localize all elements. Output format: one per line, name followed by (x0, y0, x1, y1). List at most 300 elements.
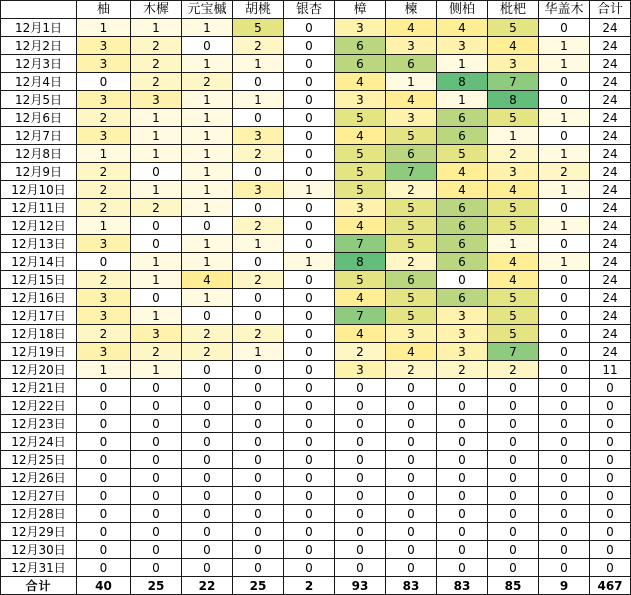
value-cell[interactable]: 0 (182, 433, 233, 451)
row-total-cell[interactable]: 0 (590, 379, 631, 397)
value-cell[interactable]: 1 (233, 55, 284, 73)
value-cell[interactable]: 7 (488, 73, 539, 91)
column-header[interactable]: 木樨 (131, 1, 182, 19)
value-cell[interactable]: 2 (77, 325, 131, 343)
date-label-cell[interactable]: 12月10日 (1, 181, 77, 199)
value-cell[interactable]: 0 (131, 451, 182, 469)
value-cell[interactable]: 0 (77, 541, 131, 559)
value-cell[interactable]: 0 (233, 379, 284, 397)
value-cell[interactable]: 5 (488, 199, 539, 217)
value-cell[interactable]: 6 (437, 253, 488, 271)
value-cell[interactable]: 0 (77, 253, 131, 271)
value-cell[interactable]: 0 (233, 163, 284, 181)
value-cell[interactable]: 0 (335, 469, 386, 487)
value-cell[interactable]: 0 (284, 343, 335, 361)
row-total-cell[interactable]: 24 (590, 217, 631, 235)
value-cell[interactable]: 2 (386, 181, 437, 199)
value-cell[interactable]: 1 (182, 199, 233, 217)
value-cell[interactable]: 0 (233, 109, 284, 127)
value-cell[interactable]: 0 (539, 235, 590, 253)
value-cell[interactable]: 1 (131, 127, 182, 145)
value-cell[interactable]: 3 (77, 289, 131, 307)
value-cell[interactable]: 0 (284, 361, 335, 379)
value-cell[interactable]: 1 (539, 55, 590, 73)
value-cell[interactable]: 0 (539, 451, 590, 469)
value-cell[interactable]: 1 (131, 307, 182, 325)
value-cell[interactable]: 0 (335, 415, 386, 433)
value-cell[interactable]: 0 (539, 307, 590, 325)
value-cell[interactable]: 1 (539, 145, 590, 163)
total-column-header[interactable]: 合计 (590, 1, 631, 19)
footer-total-cell[interactable]: 40 (77, 577, 131, 595)
date-label-cell[interactable]: 12月2日 (1, 37, 77, 55)
value-cell[interactable]: 0 (437, 433, 488, 451)
value-cell[interactable]: 2 (233, 271, 284, 289)
value-cell[interactable]: 0 (77, 469, 131, 487)
value-cell[interactable]: 2 (233, 37, 284, 55)
footer-total-cell[interactable]: 93 (335, 577, 386, 595)
value-cell[interactable]: 3 (335, 361, 386, 379)
value-cell[interactable]: 4 (335, 289, 386, 307)
value-cell[interactable]: 0 (437, 397, 488, 415)
value-cell[interactable]: 0 (131, 379, 182, 397)
value-cell[interactable]: 2 (77, 109, 131, 127)
value-cell[interactable]: 0 (284, 199, 335, 217)
value-cell[interactable]: 3 (335, 199, 386, 217)
value-cell[interactable]: 0 (335, 487, 386, 505)
value-cell[interactable]: 0 (335, 397, 386, 415)
value-cell[interactable]: 0 (284, 163, 335, 181)
row-total-cell[interactable]: 24 (590, 145, 631, 163)
footer-total-cell[interactable]: 83 (437, 577, 488, 595)
value-cell[interactable]: 7 (488, 343, 539, 361)
value-cell[interactable]: 8 (488, 91, 539, 109)
value-cell[interactable]: 3 (386, 325, 437, 343)
value-cell[interactable]: 1 (437, 91, 488, 109)
value-cell[interactable]: 3 (233, 127, 284, 145)
value-cell[interactable]: 0 (233, 253, 284, 271)
value-cell[interactable]: 1 (131, 19, 182, 37)
value-cell[interactable]: 1 (539, 217, 590, 235)
row-total-cell[interactable]: 11 (590, 361, 631, 379)
value-cell[interactable]: 5 (488, 109, 539, 127)
value-cell[interactable]: 1 (131, 271, 182, 289)
value-cell[interactable]: 5 (488, 289, 539, 307)
value-cell[interactable]: 6 (437, 127, 488, 145)
value-cell[interactable]: 2 (488, 361, 539, 379)
value-cell[interactable]: 0 (437, 505, 488, 523)
value-cell[interactable]: 0 (284, 415, 335, 433)
value-cell[interactable]: 0 (284, 73, 335, 91)
value-cell[interactable]: 0 (335, 379, 386, 397)
value-cell[interactable]: 4 (335, 217, 386, 235)
value-cell[interactable]: 0 (284, 271, 335, 289)
value-cell[interactable]: 1 (233, 235, 284, 253)
value-cell[interactable]: 1 (182, 163, 233, 181)
value-cell[interactable]: 1 (131, 361, 182, 379)
value-cell[interactable]: 5 (488, 217, 539, 235)
value-cell[interactable]: 0 (284, 55, 335, 73)
value-cell[interactable]: 0 (284, 235, 335, 253)
value-cell[interactable]: 0 (284, 397, 335, 415)
value-cell[interactable]: 3 (437, 343, 488, 361)
value-cell[interactable]: 2 (131, 55, 182, 73)
value-cell[interactable]: 0 (77, 397, 131, 415)
value-cell[interactable]: 0 (284, 109, 335, 127)
value-cell[interactable]: 3 (233, 181, 284, 199)
value-cell[interactable]: 0 (233, 199, 284, 217)
value-cell[interactable]: 0 (284, 19, 335, 37)
date-label-cell[interactable]: 12月6日 (1, 109, 77, 127)
date-label-cell[interactable]: 12月20日 (1, 361, 77, 379)
value-cell[interactable]: 2 (182, 325, 233, 343)
value-cell[interactable]: 3 (386, 37, 437, 55)
value-cell[interactable]: 0 (539, 415, 590, 433)
value-cell[interactable]: 1 (284, 253, 335, 271)
value-cell[interactable]: 0 (284, 433, 335, 451)
value-cell[interactable]: 0 (284, 451, 335, 469)
value-cell[interactable]: 0 (386, 559, 437, 577)
value-cell[interactable]: 4 (437, 19, 488, 37)
value-cell[interactable]: 0 (131, 541, 182, 559)
date-label-cell[interactable]: 12月28日 (1, 505, 77, 523)
value-cell[interactable]: 1 (77, 19, 131, 37)
value-cell[interactable]: 0 (488, 379, 539, 397)
row-total-cell[interactable]: 24 (590, 325, 631, 343)
row-total-cell[interactable]: 24 (590, 235, 631, 253)
value-cell[interactable]: 0 (284, 505, 335, 523)
value-cell[interactable]: 5 (335, 271, 386, 289)
value-cell[interactable]: 0 (335, 451, 386, 469)
footer-total-cell[interactable]: 2 (284, 577, 335, 595)
row-total-cell[interactable]: 0 (590, 433, 631, 451)
value-cell[interactable]: 6 (335, 37, 386, 55)
date-label-cell[interactable]: 12月8日 (1, 145, 77, 163)
value-cell[interactable]: 8 (437, 73, 488, 91)
value-cell[interactable]: 1 (182, 19, 233, 37)
value-cell[interactable]: 0 (488, 559, 539, 577)
value-cell[interactable]: 0 (182, 559, 233, 577)
column-header[interactable]: 华盖木 (539, 1, 590, 19)
footer-total-cell[interactable]: 9 (539, 577, 590, 595)
row-total-cell[interactable]: 0 (590, 505, 631, 523)
value-cell[interactable]: 0 (131, 559, 182, 577)
value-cell[interactable]: 0 (437, 379, 488, 397)
value-cell[interactable]: 1 (182, 181, 233, 199)
row-total-cell[interactable]: 24 (590, 91, 631, 109)
value-cell[interactable]: 0 (488, 415, 539, 433)
value-cell[interactable]: 1 (488, 235, 539, 253)
value-cell[interactable]: 0 (386, 433, 437, 451)
value-cell[interactable]: 2 (233, 217, 284, 235)
value-cell[interactable]: 2 (233, 325, 284, 343)
value-cell[interactable]: 0 (386, 487, 437, 505)
value-cell[interactable]: 2 (182, 73, 233, 91)
value-cell[interactable]: 5 (386, 199, 437, 217)
value-cell[interactable]: 0 (284, 559, 335, 577)
row-total-cell[interactable]: 24 (590, 127, 631, 145)
value-cell[interactable]: 0 (488, 469, 539, 487)
value-cell[interactable]: 0 (131, 217, 182, 235)
value-cell[interactable]: 3 (386, 109, 437, 127)
date-label-cell[interactable]: 12月13日 (1, 235, 77, 253)
value-cell[interactable]: 3 (488, 55, 539, 73)
value-cell[interactable]: 0 (437, 451, 488, 469)
value-cell[interactable]: 3 (437, 307, 488, 325)
value-cell[interactable]: 0 (131, 433, 182, 451)
value-cell[interactable]: 0 (131, 235, 182, 253)
row-total-cell[interactable]: 24 (590, 199, 631, 217)
value-cell[interactable]: 0 (131, 469, 182, 487)
date-label-cell[interactable]: 12月30日 (1, 541, 77, 559)
value-cell[interactable]: 5 (437, 145, 488, 163)
value-cell[interactable]: 6 (386, 55, 437, 73)
value-cell[interactable]: 4 (488, 271, 539, 289)
value-cell[interactable]: 1 (131, 181, 182, 199)
value-cell[interactable]: 5 (335, 145, 386, 163)
value-cell[interactable]: 0 (182, 307, 233, 325)
value-cell[interactable]: 0 (233, 523, 284, 541)
value-cell[interactable]: 6 (437, 217, 488, 235)
value-cell[interactable]: 0 (386, 379, 437, 397)
value-cell[interactable]: 0 (77, 505, 131, 523)
value-cell[interactable]: 1 (182, 91, 233, 109)
footer-label[interactable]: 合计 (1, 577, 77, 595)
date-label-cell[interactable]: 12月12日 (1, 217, 77, 235)
value-cell[interactable]: 0 (539, 469, 590, 487)
value-cell[interactable]: 0 (386, 523, 437, 541)
date-label-cell[interactable]: 12月27日 (1, 487, 77, 505)
row-total-cell[interactable]: 0 (590, 469, 631, 487)
value-cell[interactable]: 0 (437, 469, 488, 487)
value-cell[interactable]: 0 (233, 541, 284, 559)
value-cell[interactable]: 0 (488, 451, 539, 469)
column-header[interactable]: 枇杷 (488, 1, 539, 19)
value-cell[interactable]: 0 (77, 523, 131, 541)
value-cell[interactable]: 0 (539, 73, 590, 91)
value-cell[interactable]: 0 (284, 487, 335, 505)
value-cell[interactable]: 0 (539, 505, 590, 523)
value-cell[interactable]: 2 (131, 343, 182, 361)
value-cell[interactable]: 0 (284, 145, 335, 163)
value-cell[interactable]: 0 (335, 505, 386, 523)
date-label-cell[interactable]: 12月4日 (1, 73, 77, 91)
value-cell[interactable]: 0 (77, 487, 131, 505)
value-cell[interactable]: 0 (77, 415, 131, 433)
value-cell[interactable]: 0 (182, 451, 233, 469)
value-cell[interactable]: 0 (539, 559, 590, 577)
date-label-cell[interactable]: 12月23日 (1, 415, 77, 433)
column-header[interactable]: 胡桃 (233, 1, 284, 19)
value-cell[interactable]: 5 (386, 235, 437, 253)
value-cell[interactable]: 2 (386, 361, 437, 379)
value-cell[interactable]: 0 (233, 307, 284, 325)
column-header[interactable]: 侧柏 (437, 1, 488, 19)
value-cell[interactable]: 0 (284, 379, 335, 397)
value-cell[interactable]: 1 (77, 217, 131, 235)
value-cell[interactable]: 3 (77, 343, 131, 361)
value-cell[interactable]: 0 (131, 487, 182, 505)
value-cell[interactable]: 0 (539, 127, 590, 145)
value-cell[interactable]: 0 (233, 559, 284, 577)
value-cell[interactable]: 1 (77, 361, 131, 379)
value-cell[interactable]: 0 (437, 559, 488, 577)
value-cell[interactable]: 1 (182, 145, 233, 163)
row-total-cell[interactable]: 24 (590, 73, 631, 91)
value-cell[interactable]: 4 (386, 91, 437, 109)
value-cell[interactable]: 7 (335, 307, 386, 325)
value-cell[interactable]: 2 (233, 145, 284, 163)
value-cell[interactable]: 0 (284, 289, 335, 307)
date-label-cell[interactable]: 12月17日 (1, 307, 77, 325)
value-cell[interactable]: 0 (539, 19, 590, 37)
value-cell[interactable]: 1 (233, 343, 284, 361)
value-cell[interactable]: 5 (233, 19, 284, 37)
value-cell[interactable]: 0 (539, 91, 590, 109)
date-label-cell[interactable]: 12月21日 (1, 379, 77, 397)
row-total-cell[interactable]: 0 (590, 541, 631, 559)
value-cell[interactable]: 0 (182, 37, 233, 55)
row-total-cell[interactable]: 24 (590, 271, 631, 289)
value-cell[interactable]: 0 (284, 307, 335, 325)
grand-total-cell[interactable]: 467 (590, 577, 631, 595)
value-cell[interactable]: 4 (386, 343, 437, 361)
row-total-cell[interactable]: 24 (590, 163, 631, 181)
value-cell[interactable]: 4 (488, 181, 539, 199)
value-cell[interactable]: 5 (488, 307, 539, 325)
value-cell[interactable]: 0 (233, 397, 284, 415)
value-cell[interactable]: 3 (77, 127, 131, 145)
date-label-cell[interactable]: 12月29日 (1, 523, 77, 541)
value-cell[interactable]: 0 (77, 451, 131, 469)
value-cell[interactable]: 0 (539, 379, 590, 397)
value-cell[interactable]: 4 (335, 127, 386, 145)
row-total-cell[interactable]: 24 (590, 19, 631, 37)
footer-total-cell[interactable]: 22 (182, 577, 233, 595)
value-cell[interactable]: 0 (539, 433, 590, 451)
value-cell[interactable]: 1 (77, 145, 131, 163)
value-cell[interactable]: 1 (539, 181, 590, 199)
value-cell[interactable]: 6 (335, 55, 386, 73)
date-label-cell[interactable]: 12月16日 (1, 289, 77, 307)
value-cell[interactable]: 0 (233, 469, 284, 487)
value-cell[interactable]: 2 (77, 199, 131, 217)
footer-total-cell[interactable]: 85 (488, 577, 539, 595)
value-cell[interactable]: 6 (437, 199, 488, 217)
value-cell[interactable]: 4 (335, 325, 386, 343)
value-cell[interactable]: 0 (539, 541, 590, 559)
corner-cell[interactable] (1, 1, 77, 19)
value-cell[interactable]: 0 (284, 37, 335, 55)
date-label-cell[interactable]: 12月5日 (1, 91, 77, 109)
date-label-cell[interactable]: 12月31日 (1, 559, 77, 577)
column-header[interactable]: 银杏 (284, 1, 335, 19)
row-total-cell[interactable]: 0 (590, 397, 631, 415)
value-cell[interactable]: 0 (335, 541, 386, 559)
date-label-cell[interactable]: 12月19日 (1, 343, 77, 361)
value-cell[interactable]: 0 (182, 415, 233, 433)
value-cell[interactable]: 3 (131, 91, 182, 109)
value-cell[interactable]: 2 (77, 271, 131, 289)
value-cell[interactable]: 1 (131, 253, 182, 271)
value-cell[interactable]: 0 (437, 523, 488, 541)
value-cell[interactable]: 0 (437, 271, 488, 289)
column-header[interactable]: 元宝槭 (182, 1, 233, 19)
value-cell[interactable]: 1 (233, 91, 284, 109)
date-label-cell[interactable]: 12月1日 (1, 19, 77, 37)
value-cell[interactable]: 0 (488, 541, 539, 559)
value-cell[interactable]: 0 (77, 433, 131, 451)
value-cell[interactable]: 0 (182, 397, 233, 415)
row-total-cell[interactable]: 24 (590, 109, 631, 127)
value-cell[interactable]: 7 (386, 163, 437, 181)
value-cell[interactable]: 0 (539, 397, 590, 415)
value-cell[interactable]: 0 (233, 361, 284, 379)
value-cell[interactable]: 5 (488, 19, 539, 37)
row-total-cell[interactable]: 24 (590, 253, 631, 271)
value-cell[interactable]: 1 (539, 37, 590, 55)
value-cell[interactable]: 0 (539, 289, 590, 307)
value-cell[interactable]: 0 (284, 217, 335, 235)
value-cell[interactable]: 1 (182, 253, 233, 271)
value-cell[interactable]: 4 (437, 181, 488, 199)
footer-total-cell[interactable]: 25 (131, 577, 182, 595)
value-cell[interactable]: 3 (77, 307, 131, 325)
value-cell[interactable]: 0 (182, 505, 233, 523)
row-total-cell[interactable]: 24 (590, 307, 631, 325)
value-cell[interactable]: 0 (335, 433, 386, 451)
value-cell[interactable]: 0 (182, 487, 233, 505)
value-cell[interactable]: 0 (233, 433, 284, 451)
value-cell[interactable]: 0 (233, 415, 284, 433)
value-cell[interactable]: 0 (284, 541, 335, 559)
value-cell[interactable]: 4 (437, 163, 488, 181)
value-cell[interactable]: 8 (335, 253, 386, 271)
value-cell[interactable]: 1 (131, 109, 182, 127)
value-cell[interactable]: 5 (386, 289, 437, 307)
value-cell[interactable]: 2 (335, 343, 386, 361)
value-cell[interactable]: 3 (488, 163, 539, 181)
value-cell[interactable]: 0 (182, 217, 233, 235)
value-cell[interactable]: 0 (233, 73, 284, 91)
value-cell[interactable]: 5 (335, 163, 386, 181)
value-cell[interactable]: 5 (335, 181, 386, 199)
value-cell[interactable]: 0 (77, 73, 131, 91)
row-total-cell[interactable]: 0 (590, 487, 631, 505)
value-cell[interactable]: 0 (539, 361, 590, 379)
column-header[interactable]: 樟 (335, 1, 386, 19)
value-cell[interactable]: 0 (131, 289, 182, 307)
row-total-cell[interactable]: 24 (590, 55, 631, 73)
footer-total-cell[interactable]: 25 (233, 577, 284, 595)
value-cell[interactable]: 0 (284, 91, 335, 109)
value-cell[interactable]: 5 (386, 307, 437, 325)
value-cell[interactable]: 3 (77, 91, 131, 109)
value-cell[interactable]: 0 (77, 379, 131, 397)
value-cell[interactable]: 1 (437, 55, 488, 73)
value-cell[interactable]: 2 (77, 181, 131, 199)
value-cell[interactable]: 3 (335, 91, 386, 109)
value-cell[interactable]: 0 (386, 397, 437, 415)
value-cell[interactable]: 1 (539, 253, 590, 271)
value-cell[interactable]: 0 (131, 415, 182, 433)
value-cell[interactable]: 5 (386, 217, 437, 235)
value-cell[interactable]: 0 (131, 505, 182, 523)
value-cell[interactable]: 2 (131, 73, 182, 91)
value-cell[interactable]: 3 (131, 325, 182, 343)
value-cell[interactable]: 3 (77, 37, 131, 55)
value-cell[interactable]: 0 (539, 487, 590, 505)
